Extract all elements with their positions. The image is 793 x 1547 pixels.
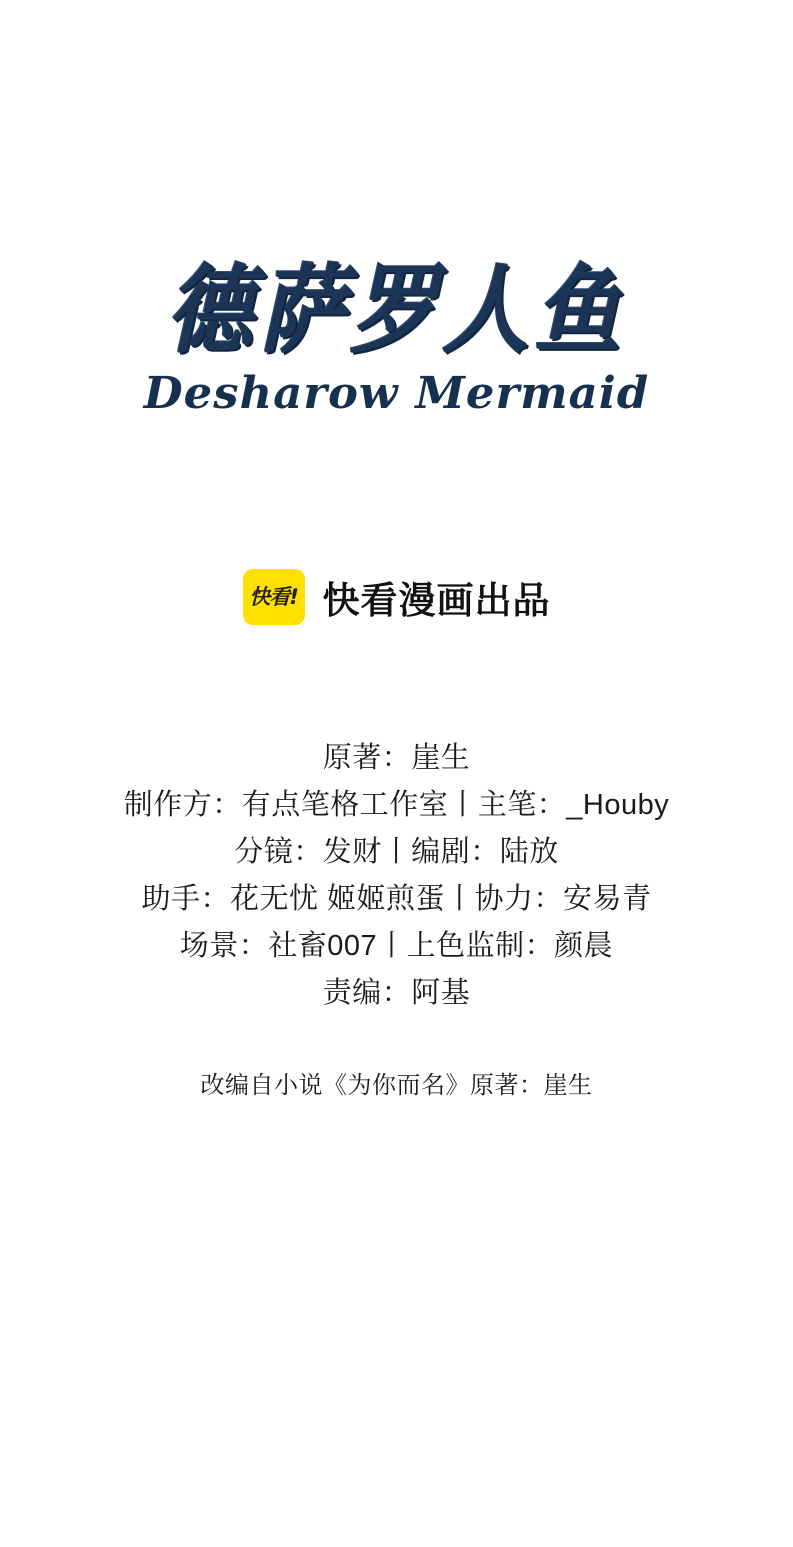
credit-line: 分镜：发财丨编剧：陆放 bbox=[234, 836, 559, 868]
publisher-row bbox=[243, 569, 551, 625]
page-title-chinese: 德萨罗人鱼 bbox=[166, 253, 627, 367]
credits-block bbox=[0, 735, 793, 1100]
title-block bbox=[0, 253, 793, 419]
publisher-label: 快看漫画出品 bbox=[322, 580, 551, 621]
page-title-english: Desharow Mermaid bbox=[143, 368, 650, 419]
credit-line: 原著：崖生 bbox=[322, 742, 471, 774]
credit-line: 责编：阿基 bbox=[322, 977, 471, 1009]
credit-line: 制作方：有点笔格工作室丨主笔：_Houby bbox=[123, 789, 670, 821]
credit-line: 场景：社畜007丨上色监制：颜晨 bbox=[179, 930, 614, 962]
credit-line: 助手：花无忧 姬姬煎蛋丨协力：安易青 bbox=[141, 883, 652, 915]
adapted-from-note: 改编自小说《为你而名》原著：崖生 bbox=[200, 1072, 593, 1099]
kuaikan-logo-icon: 快看! bbox=[243, 569, 305, 625]
